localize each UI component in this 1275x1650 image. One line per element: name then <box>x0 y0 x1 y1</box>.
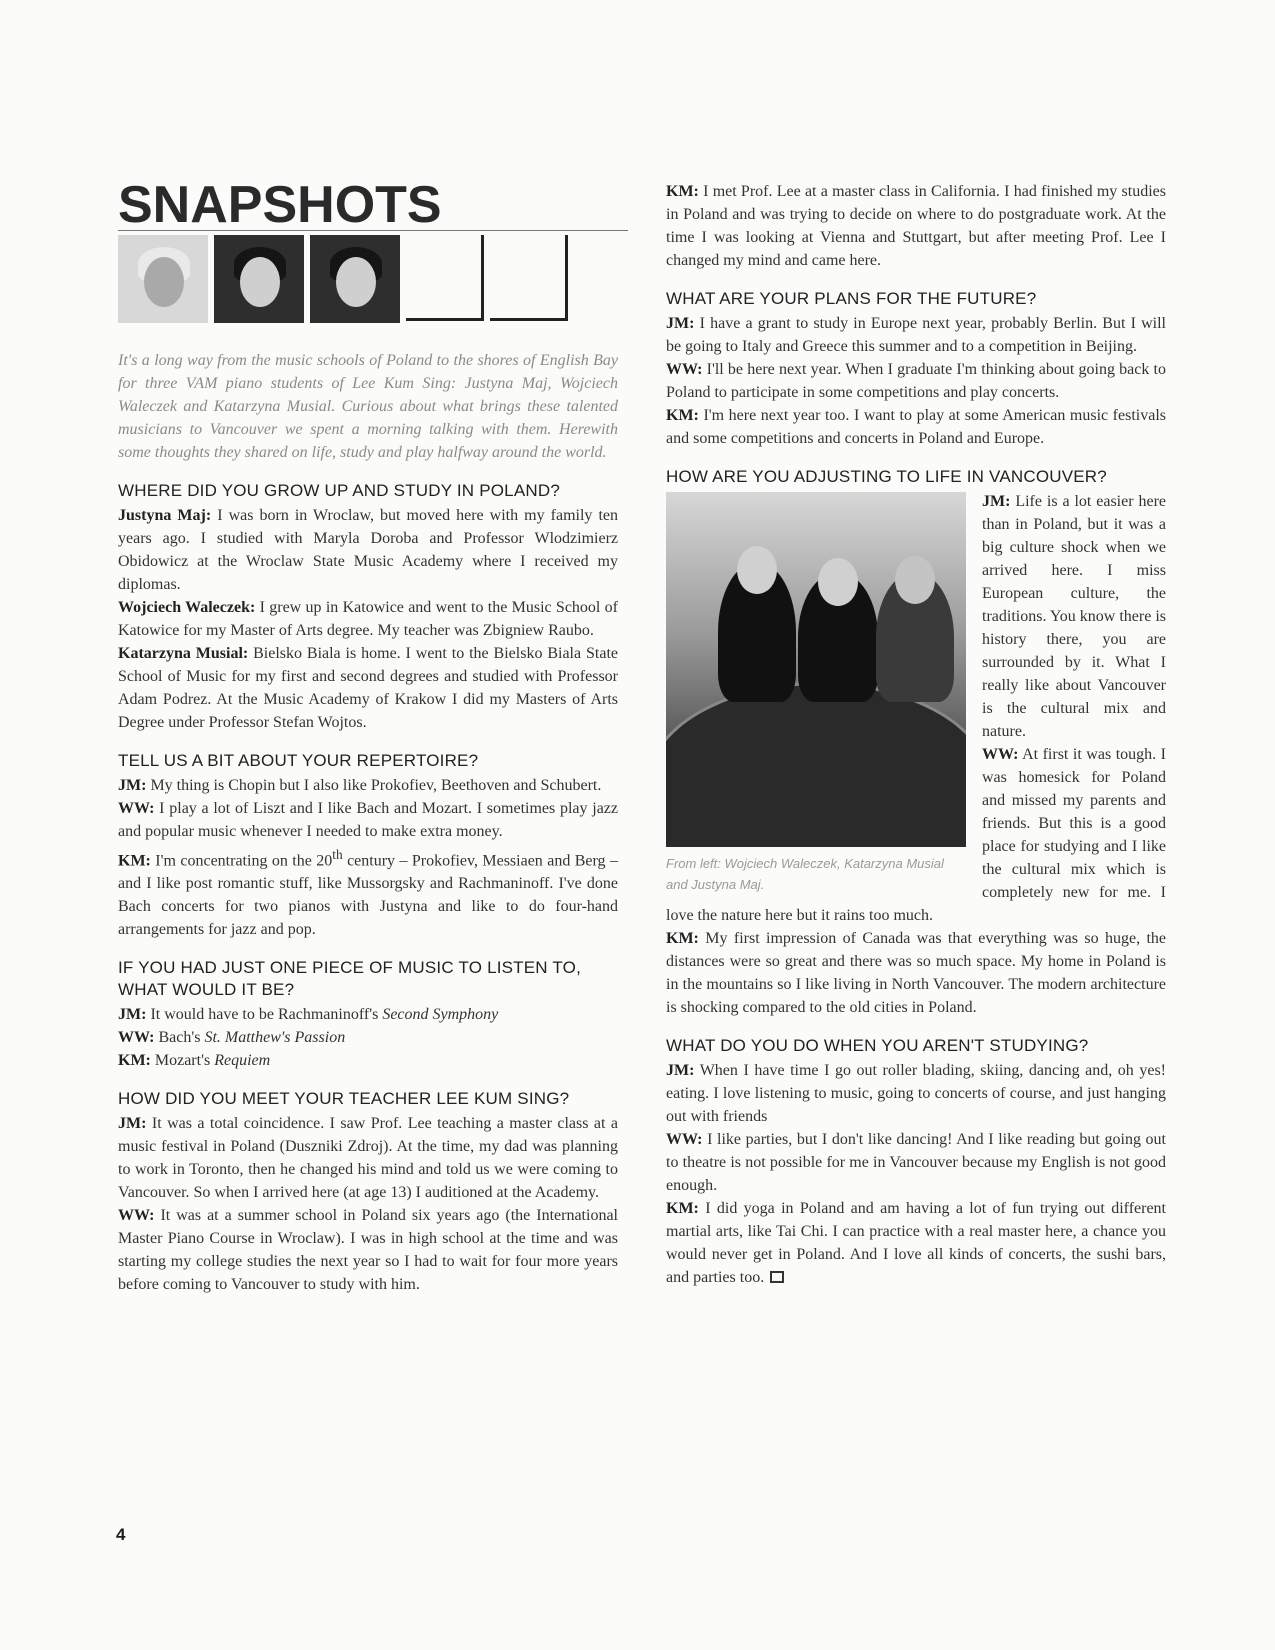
group-photo-block <box>666 492 966 895</box>
answer-text: I met Prof. Lee at a master class in California. I had finished my studies in Poland and was trying to decide on where to do postgraduate work. At the time I was looking at Vienna and Stuttgart, but after meeting Prof. Lee I changed my mind and came here. <box>666 183 1166 269</box>
answer-text: Life is a lot easier here than in Poland, but it was a big culture shock when we arrived here. I miss European culture, the traditions. You know there is history there, you are surrounded by it. What I really like about Vancouver is the cultural mix and nature. <box>982 493 1166 740</box>
portrait-strip <box>118 235 618 323</box>
photo-caption: From left: Wojciech Waleczek, Katarzyna Musial and Justyna Maj. <box>666 856 944 892</box>
ordinal-suffix: th <box>332 847 343 862</box>
portrait-thumbnail <box>310 235 400 323</box>
speaker-name: WW: <box>118 1207 155 1225</box>
speaker-name: WW: <box>666 1131 703 1148</box>
page-number: 4 <box>116 1525 126 1544</box>
empty-frame <box>406 235 484 321</box>
answer-paragraph <box>118 774 618 797</box>
speaker-name: KM: <box>666 407 699 424</box>
answer-paragraph <box>118 843 618 941</box>
work-title: Requiem <box>214 1052 271 1070</box>
speaker-name: WW: <box>118 1029 155 1047</box>
portrait-thumbnail <box>214 235 304 323</box>
answer-paragraph <box>666 404 1166 450</box>
answer-text: I like parties, but I don't like dancing! And I like reading but going out to theatre is not possible for me in Vancouver because my English is not good enough. <box>666 1131 1166 1194</box>
answer-text: I have a grant to study in Europe next year, probably Berlin. But I will be going to Italy and Greece this summer and to a competition in Beijing. <box>666 315 1166 355</box>
question-heading: HOW ARE YOU ADJUSTING TO LIFE IN VANCOUVER? <box>666 467 1107 486</box>
answer-text: I was born in Wroclaw, but moved here with my family ten years ago. I studied with Maryla Doroba and Professor Wlodzimierz Obidowicz at the Wroclaw State Music Academy where I received my diplomas. <box>118 507 619 593</box>
group-photo <box>666 492 966 847</box>
question-heading: WHERE DID YOU GROW UP AND STUDY IN POLAND? <box>118 481 560 500</box>
right-column <box>666 180 1166 1289</box>
speaker-name: JM: <box>666 315 695 332</box>
empty-frame <box>490 235 568 321</box>
answer-text: century – Prokofiev, Messiaen and Berg – and I like post romantic stuff, like Mussorgsky and Rachmaninoff. I've done Bach concerts for two pianos with Justyna and like to do four-hand arrangements for jazz and pop. <box>118 852 618 939</box>
answer-text: Mozart's <box>150 1052 215 1070</box>
answer-text: I'm concentrating on the 20 <box>150 852 333 870</box>
speaker-name: Wojciech Waleczek: <box>118 599 256 616</box>
speaker-name: KM: <box>666 1200 699 1217</box>
answer-text: It would have to be Rachmaninoff's <box>146 1006 383 1024</box>
work-title: St. Matthew's Passion <box>204 1029 346 1047</box>
speaker-name: KM: <box>118 1052 151 1070</box>
answer-text: I'll be here next year. When I graduate I'm thinking about going back to Poland to participate in some competitions and play concerts. <box>666 361 1166 401</box>
intro-paragraph: It's a long way from the music schools of Poland to the shores of English Bay for three VAM piano students of Lee Kum Sing: Justyna Maj, Wojciech Waleczek and Katarzyna Musial. Curious about what brings these talented musicians to Vancouver we spent a morning talking with them. Herewith some thoughts they shared on life, study and play halfway around the world. <box>118 352 618 461</box>
answer-text: I'm here next year too. I want to play at some American music festivals and some competitions and concerts in Poland and Europe. <box>666 407 1166 447</box>
answer-paragraph <box>118 504 618 596</box>
answer-text: I did yoga in Poland and am having a lot of fun trying out different martial arts, like Tai Chi. I can practice with a real master here, a chance you would never get in Poland. And I love all kinds of concerts, the sushi bars, and parties too. <box>666 1200 1166 1286</box>
speaker-name: KM: <box>118 852 151 870</box>
answer-paragraph <box>118 1049 618 1072</box>
answer-paragraph <box>118 797 618 843</box>
speaker-name: JM: <box>666 1062 695 1079</box>
answer-text: My first impression of Canada was that everything was so huge, the distances were so great and there was so much space. My home in Poland is in the mountains so I like living in North Vancouver. The modern architecture is shocking compared to the old cities in Poland. <box>666 930 1166 1016</box>
question-heading: IF YOU HAD JUST ONE PIECE OF MUSIC TO LISTEN TO, WHAT WOULD IT BE? <box>118 958 582 1000</box>
answer-text: When I have time I go out roller blading, skiing, dancing and, oh yes! eating. I love listening to music, going to concerts of course, and just hanging out with friends <box>666 1062 1166 1125</box>
answer-text: It was at a summer school in Poland six years ago (the International Master Piano Course in Wroclaw). I was in high school at the time and was starting my college studies the next year so I had to wait for four more years before coming to Vancouver to study with him. <box>118 1207 618 1294</box>
answer-paragraph <box>118 1112 618 1204</box>
answer-paragraph <box>666 1059 1166 1128</box>
end-of-article-icon <box>770 1271 784 1283</box>
speaker-name: WW: <box>982 746 1019 763</box>
speaker-name: Katarzyna Musial: <box>118 645 249 662</box>
answer-text: At first it was tough. I was homesick for Poland and missed my parents and friends. But this is a good place for studying and I like the cultural mix which is completely new for me. I love the nature here but it rains too much. <box>666 746 1166 924</box>
answer-paragraph <box>118 642 618 734</box>
answer-paragraph <box>666 927 1166 1019</box>
answer-paragraph <box>666 1197 1166 1289</box>
speaker-name: Justyna Maj: <box>118 507 212 524</box>
speaker-name: WW: <box>666 361 703 378</box>
answer-text: I grew up in Katowice and went to the Music School of Katowice for my Master of Arts degree. My teacher was Zbigniew Raubo. <box>118 599 619 639</box>
answer-paragraph <box>118 596 618 642</box>
answer-paragraph <box>666 180 1166 272</box>
portrait-thumbnail <box>118 235 208 323</box>
speaker-name: KM: <box>666 183 699 200</box>
answer-paragraph <box>118 1204 618 1296</box>
speaker-name: JM: <box>118 777 147 794</box>
question-heading: WHAT ARE YOUR PLANS FOR THE FUTURE? <box>666 289 1037 308</box>
speaker-name: JM: <box>982 493 1011 510</box>
speaker-name: KM: <box>666 930 699 947</box>
answer-paragraph <box>666 312 1166 358</box>
answer-text: It was a total coincidence. I saw Prof. Lee teaching a master class at a music festival in Poland (Duszniki Zdroj). At the time, my dad was planning to work in Toronto, then he changed his mind and told us we were coming to Vancouver. So when I arrived here (at age 13) I auditioned at the Academy. <box>118 1115 618 1202</box>
answer-paragraph <box>118 1003 618 1026</box>
answer-paragraph <box>118 1026 618 1049</box>
work-title: Second Symphony <box>382 1006 499 1024</box>
speaker-name: JM: <box>118 1006 147 1024</box>
speaker-name: JM: <box>118 1115 147 1133</box>
section-title: SNAPSHOTS <box>118 180 628 231</box>
answer-text: Bach's <box>154 1029 205 1047</box>
question-heading: TELL US A BIT ABOUT YOUR REPERTOIRE? <box>118 751 479 770</box>
answer-text: Bielsko Biala is home. I went to the Bielsko Biala State School of Music for my first and second degrees and studied with Professor Adam Podrez. At the Music Academy of Krakow I did my Masters of Arts Degree under Professor Stefan Wojtos. <box>118 645 618 731</box>
speaker-name: WW: <box>118 800 155 817</box>
answer-text: I play a lot of Liszt and I like Bach and Mozart. I sometimes play jazz and popular music whenever I needed to make extra money. <box>118 800 618 840</box>
question-heading: HOW DID YOU MEET YOUR TEACHER LEE KUM SING? <box>118 1089 570 1109</box>
answer-text: My thing is Chopin but I also like Prokofiev, Beethoven and Schubert. <box>146 777 602 794</box>
left-column <box>118 176 619 1296</box>
question-heading: WHAT DO YOU DO WHEN YOU AREN'T STUDYING? <box>666 1036 1089 1055</box>
answer-paragraph <box>666 1128 1166 1197</box>
answer-paragraph <box>666 358 1166 404</box>
